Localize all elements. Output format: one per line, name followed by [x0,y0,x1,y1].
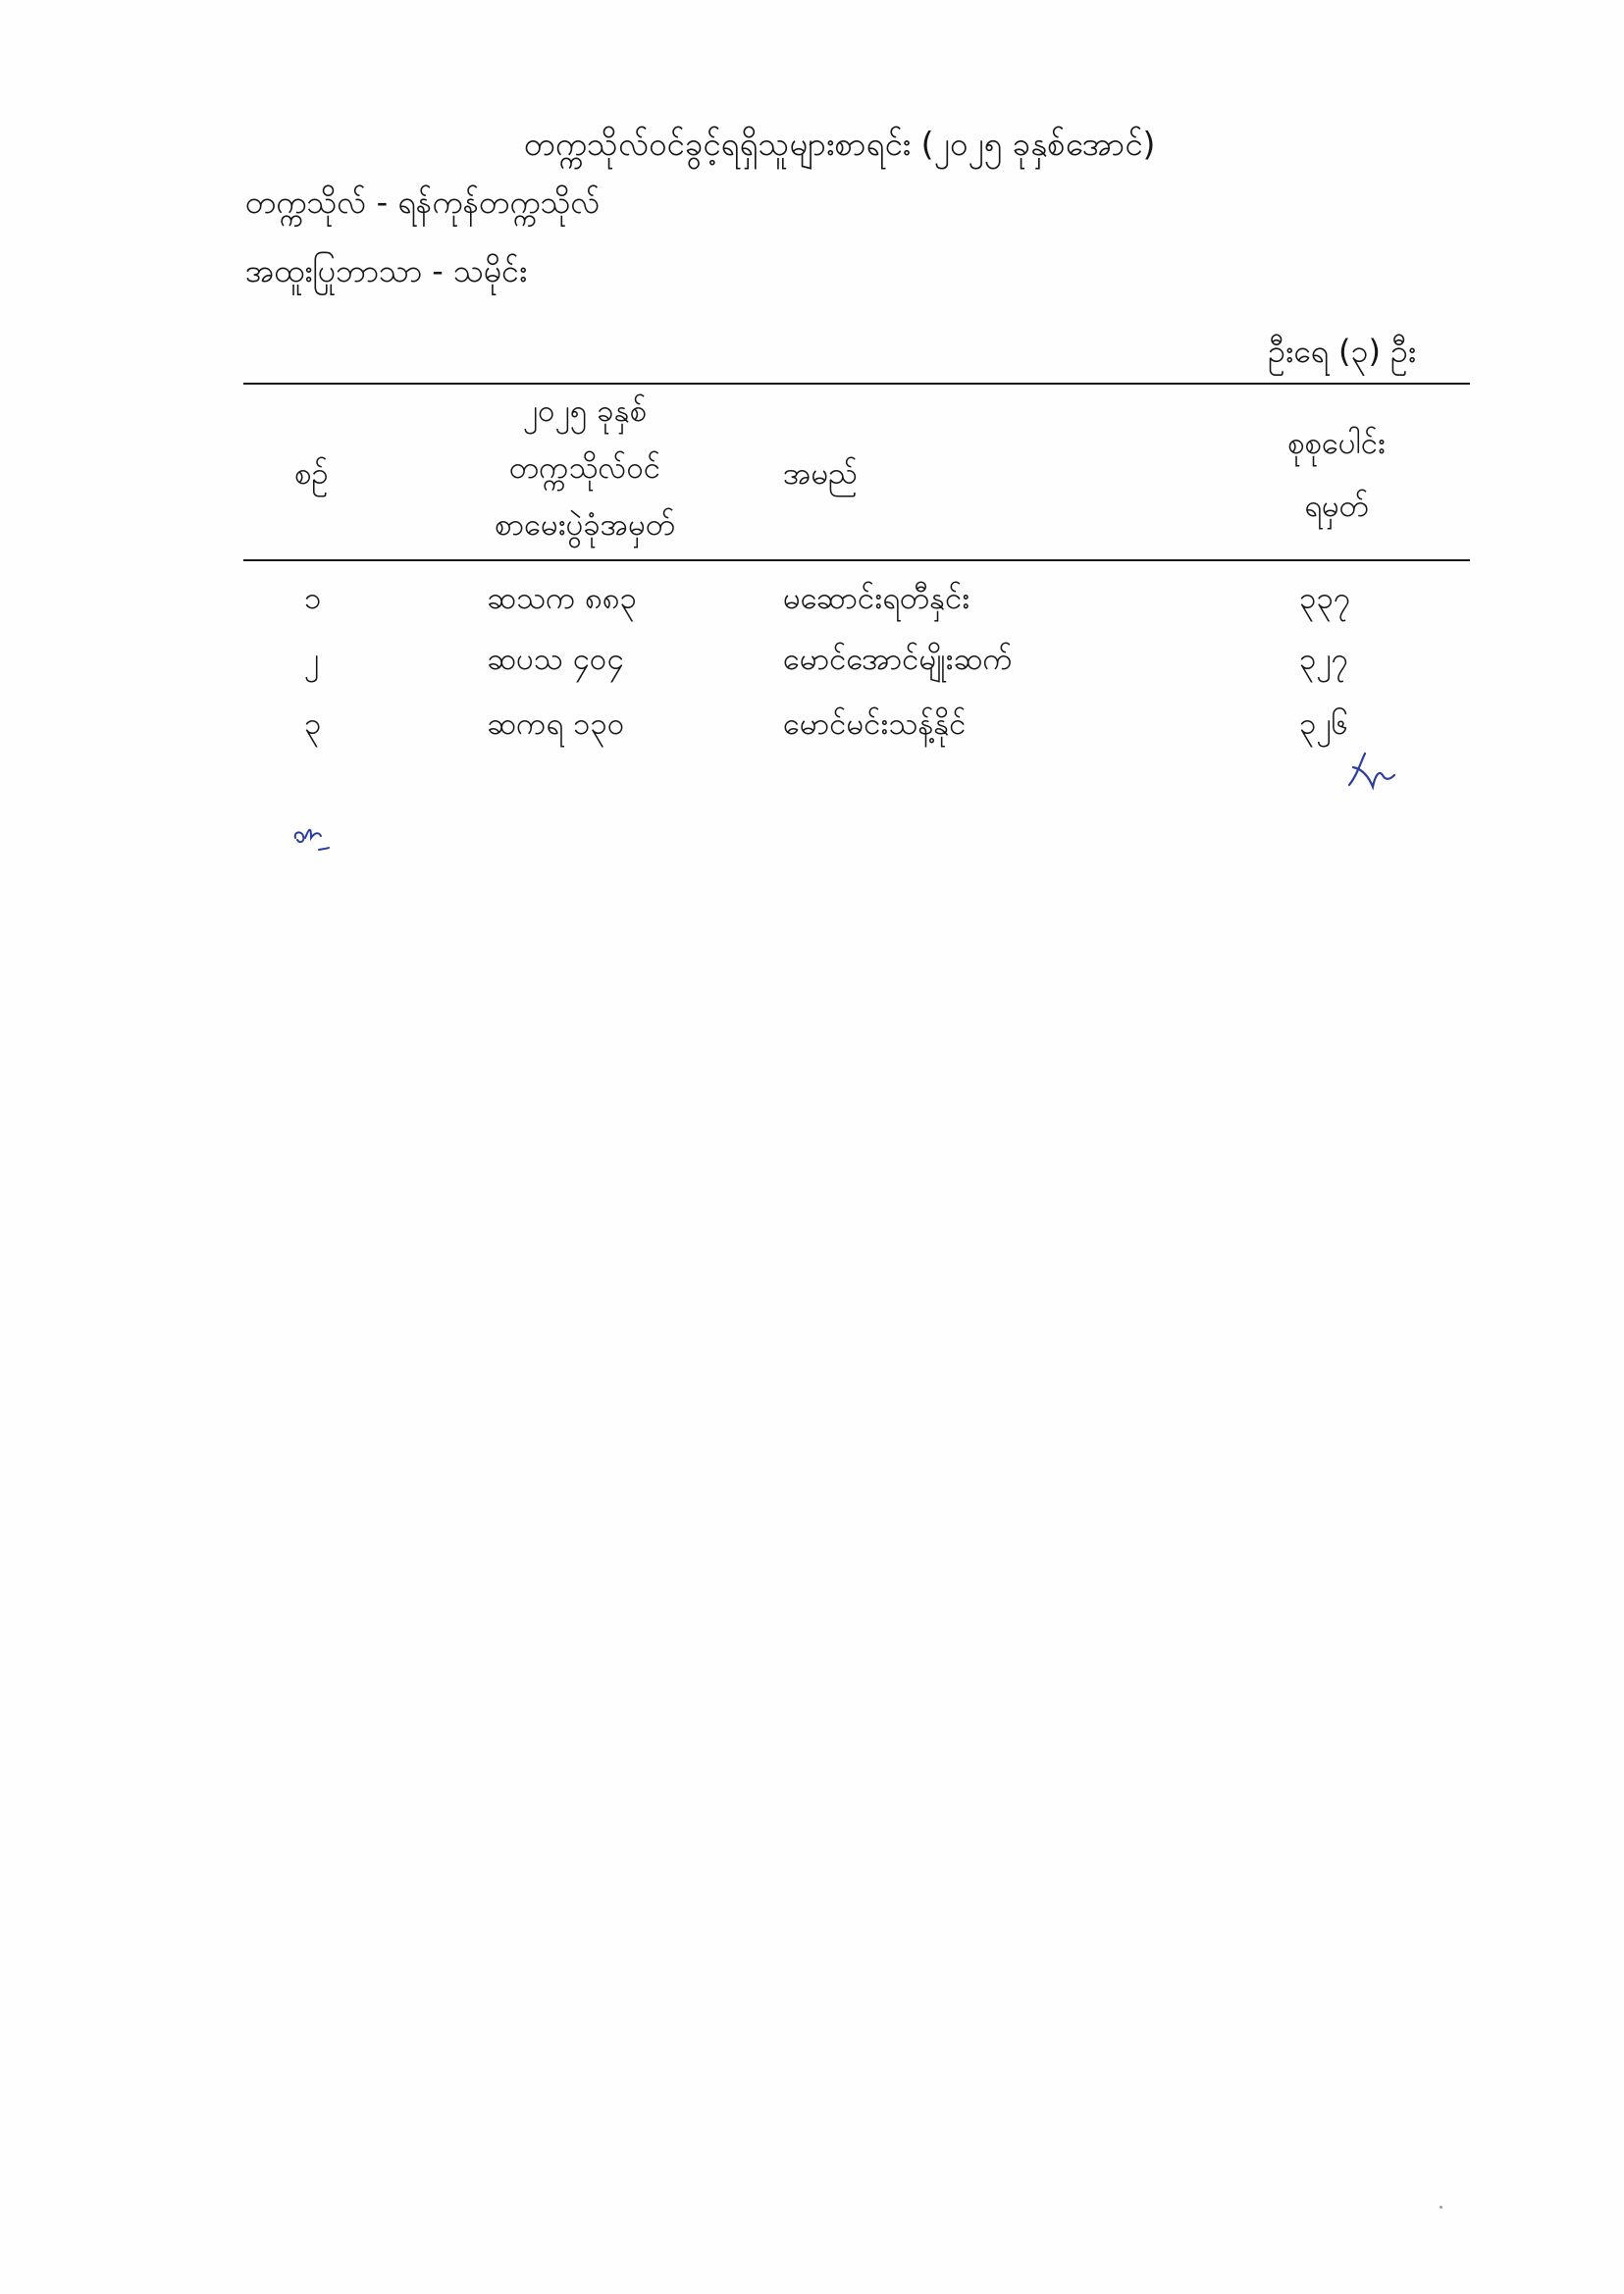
header-total-mark [1229,412,1444,538]
row-total-mark: ၃၃၇ [1299,581,1351,616]
table-row [243,628,1470,691]
row-total-mark: ၃၂၇ [1299,642,1349,677]
university-line: တက္ကသိုလ် - ရန်ကုန်တက္ကသိုလ် [245,183,601,221]
row-exam-roll-no: ဆပသ ၄၀၄ [487,642,624,677]
row-exam-roll-no: ဆကရ ၁၃၀ [487,706,625,742]
row-name: မဆောင်းရတီနှင်း [783,581,970,616]
header-exam-roll-line2: တက္ကသိုလ်ဝင် [508,450,661,486]
row-name: မောင်မင်းသန့်နိုင် [783,706,967,742]
row-serial-no: ၃ [304,706,322,742]
header-exam-roll-line3: စာမေးပွဲခုံအမှတ် [494,507,676,543]
table-header-rule [243,559,1470,561]
table-row [243,693,1470,756]
scan-speck [1440,2206,1442,2209]
row-total-mark: ၃၂၆ [1299,706,1349,742]
row-serial-no: ၂ [304,642,320,677]
header-serial-no: စဉ် [294,456,329,492]
document-title: တက္ကသိုလ်ဝင်ခွင့်ရရှိသူများစာရင်း (၂၀၂၅ ခုနှစ်အောင်) [523,125,1156,163]
handwritten-mark-icon [289,814,348,863]
header-total-mark-line1: စုစုပေါင်း [1287,426,1386,461]
header-total-mark-line2: ရမှတ် [1304,489,1369,524]
header-name: အမည် [783,456,859,492]
row-serial-no: ၁ [304,581,322,616]
row-exam-roll-no: ဆသက ၈၈၃ [487,581,637,616]
table-top-rule [243,383,1470,385]
header-exam-roll-no [457,383,712,553]
table-row [243,567,1470,630]
handwritten-initial-icon [1339,748,1398,797]
subject-line: အထူးပြုဘာသာ - သမိုင်း [245,252,528,289]
count-label: ဦးရေ (၃) ဦး [1268,333,1416,370]
row-name: မောင်အောင်မျိုးဆက် [783,642,1013,677]
header-exam-roll-line1: ၂၀၂၅ ခုနှစ် [522,393,648,429]
